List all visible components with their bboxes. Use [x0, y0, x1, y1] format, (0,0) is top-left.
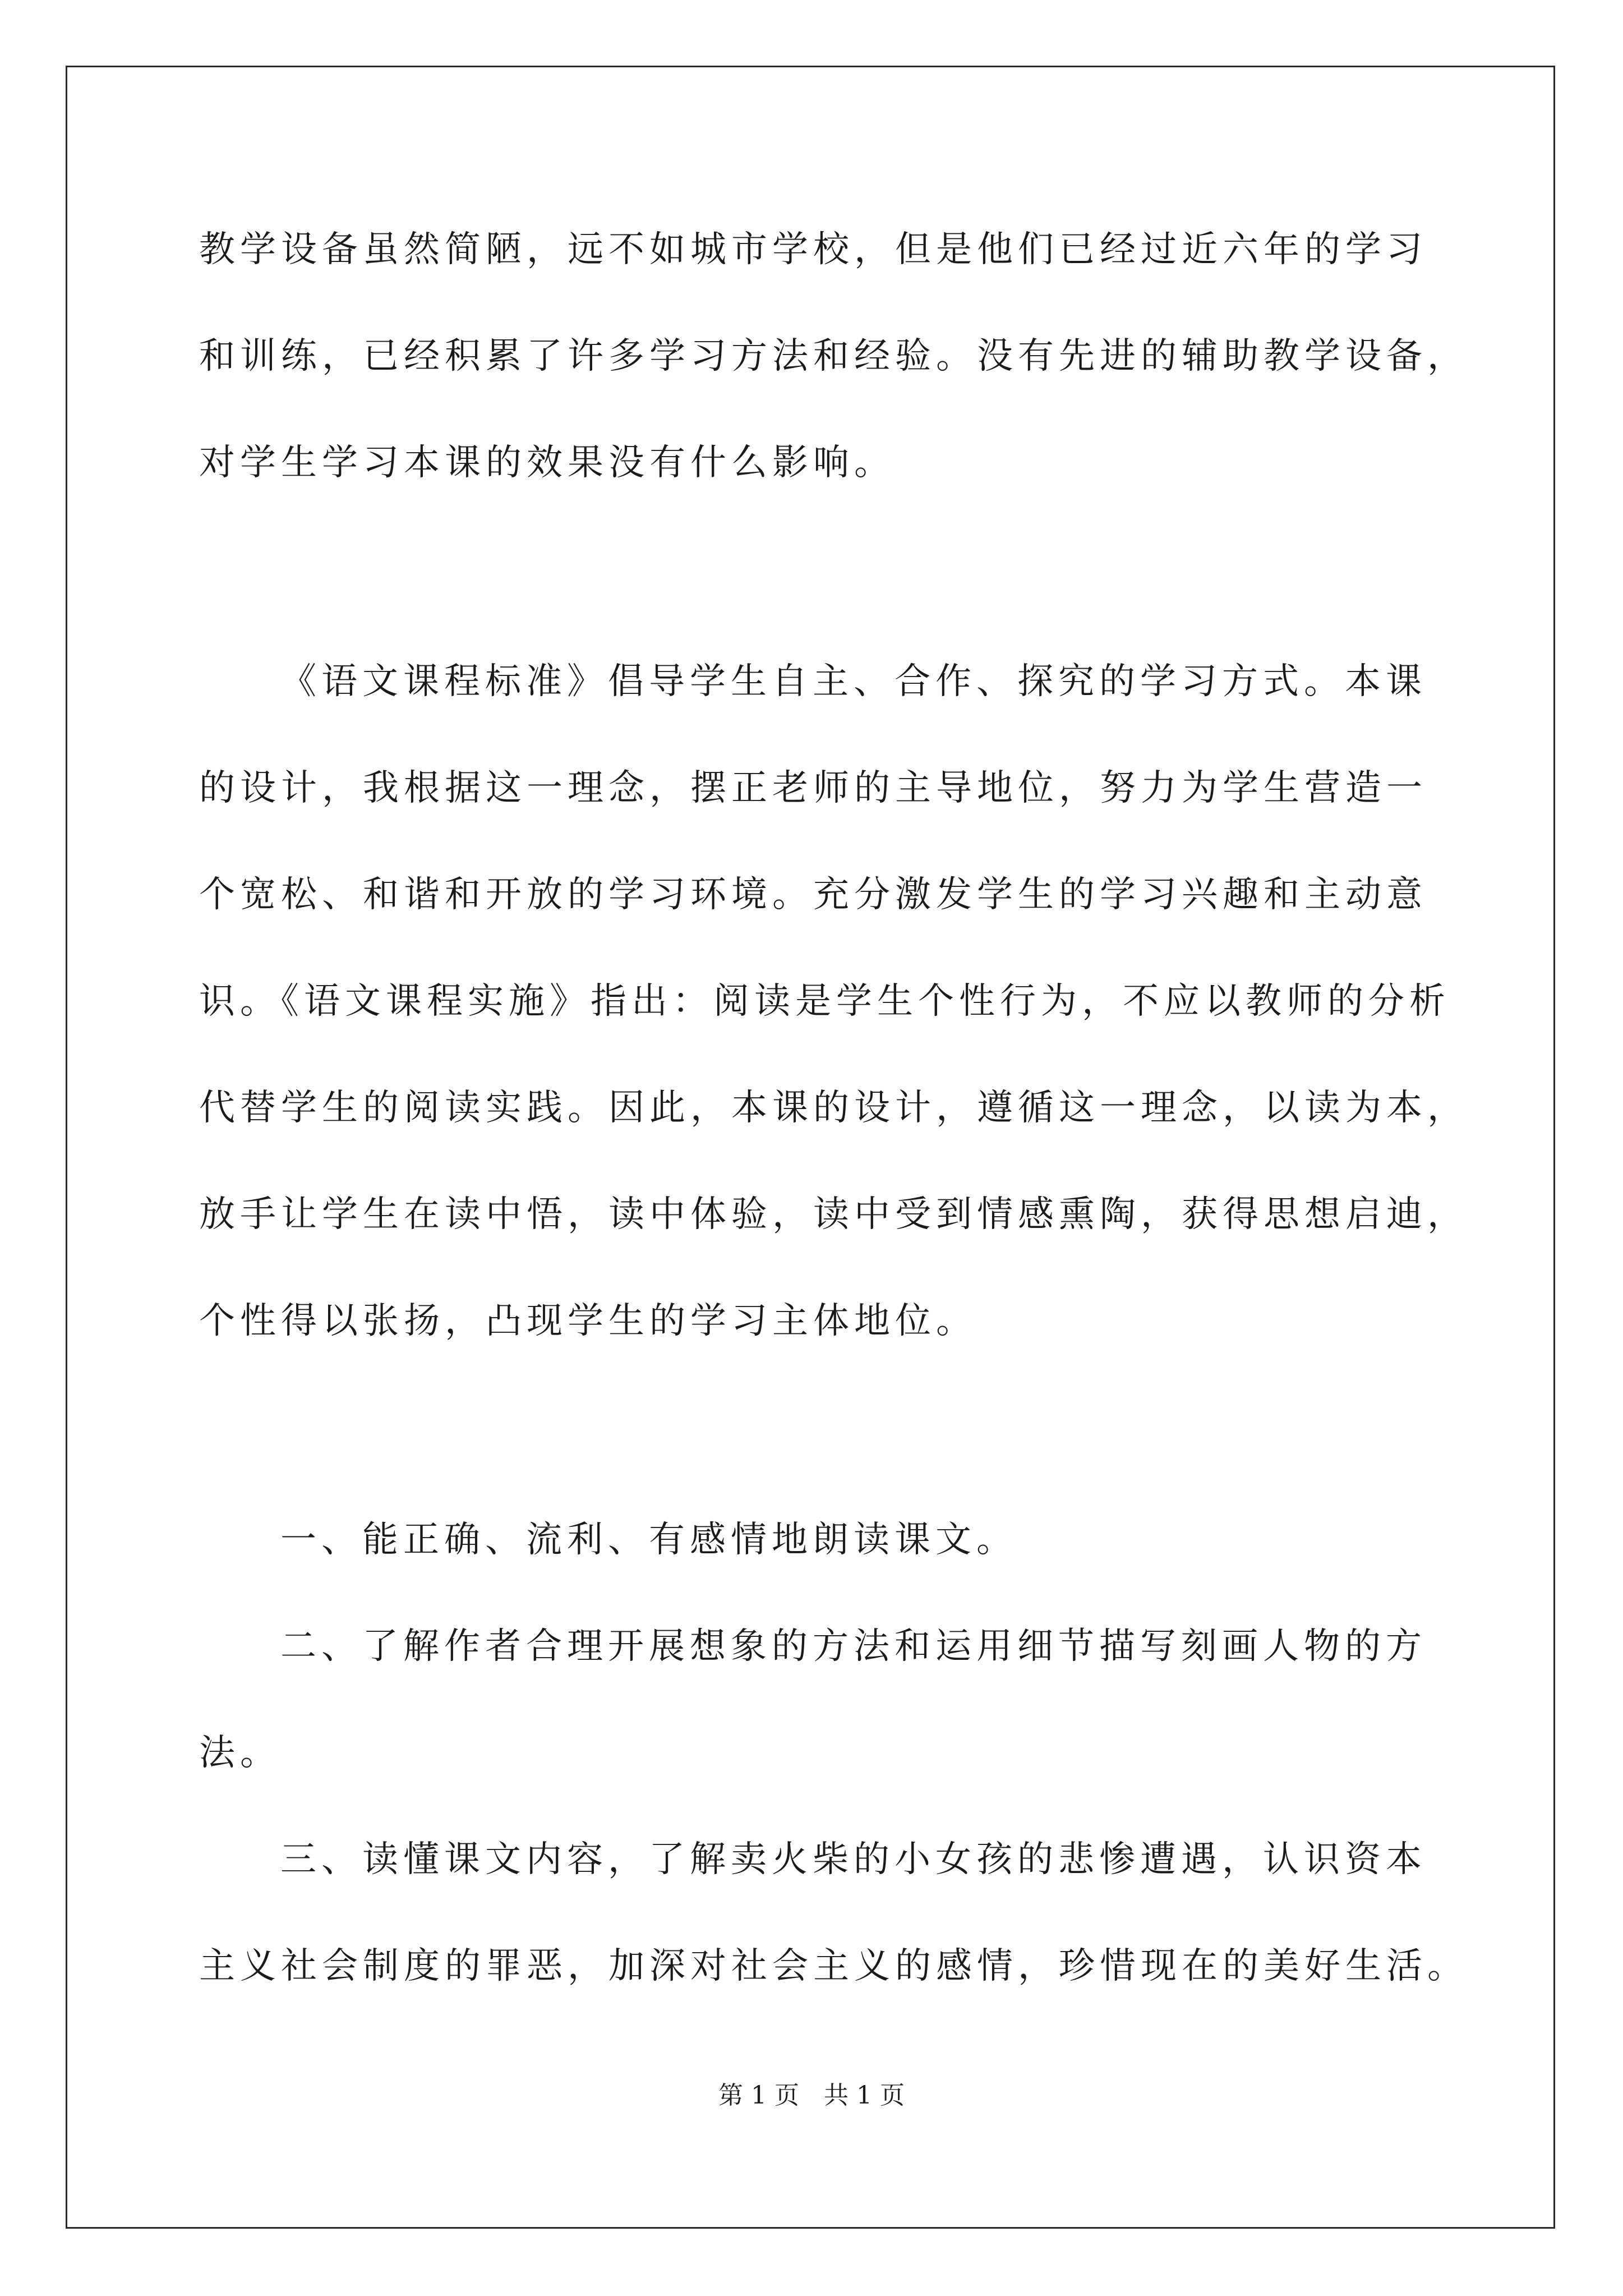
paragraph-line: 个宽松、和谐和开放的学习环境。充分激发学生的学习兴趣和主动意 — [199, 874, 1427, 915]
paragraph-line: 教学设备虽然简陋，远不如城市学校，但是他们已经过近六年的学习 — [199, 229, 1427, 270]
paragraph-line: 放手让学生在读中悟，读中体验，读中受到情感熏陶，获得思想启迪， — [199, 1194, 1468, 1235]
objective-item-continued: 法。 — [199, 1732, 281, 1774]
paragraph-line: 个性得以张扬，凸现学生的学习主体地位。 — [199, 1300, 977, 1342]
objective-item-continued: 主义社会制度的罪恶，加深对社会主义的感情，珍惜现在的美好生活。 — [199, 1945, 1468, 1987]
paragraph-line: 和训练，已经积累了许多学习方法和经验。没有先进的辅助教学设备， — [199, 335, 1468, 377]
paragraph-line: 《语文课程标准》倡导学生自主、合作、探究的学习方式。本课 — [280, 661, 1427, 702]
objective-item: 二、了解作者合理开展想象的方法和运用细节描写刻画人物的方 — [280, 1626, 1427, 1667]
paragraph-line: 识。《语文课程实施》指出：阅读是学生个性行为，不应以教师的分析 — [199, 981, 1450, 1022]
paragraph-line: 的设计，我根据这一理念，摆正老师的主导地位，努力为学生营造一 — [199, 767, 1427, 809]
page-number-footer: 第 1 页 共 1 页 — [718, 2081, 905, 2110]
paragraph-line: 对学生学习本课的效果没有什么影响。 — [199, 442, 895, 484]
objective-item: 三、读懂课文内容，了解卖火柴的小女孩的悲惨遭遇，认识资本 — [280, 1839, 1427, 1880]
page-border — [66, 66, 1555, 2229]
paragraph-line: 代替学生的阅读实践。因此，本课的设计，遵循这一理念，以读为本， — [199, 1087, 1468, 1129]
objective-item: 一、能正确、流利、有感情地朗读课文。 — [280, 1519, 1017, 1561]
